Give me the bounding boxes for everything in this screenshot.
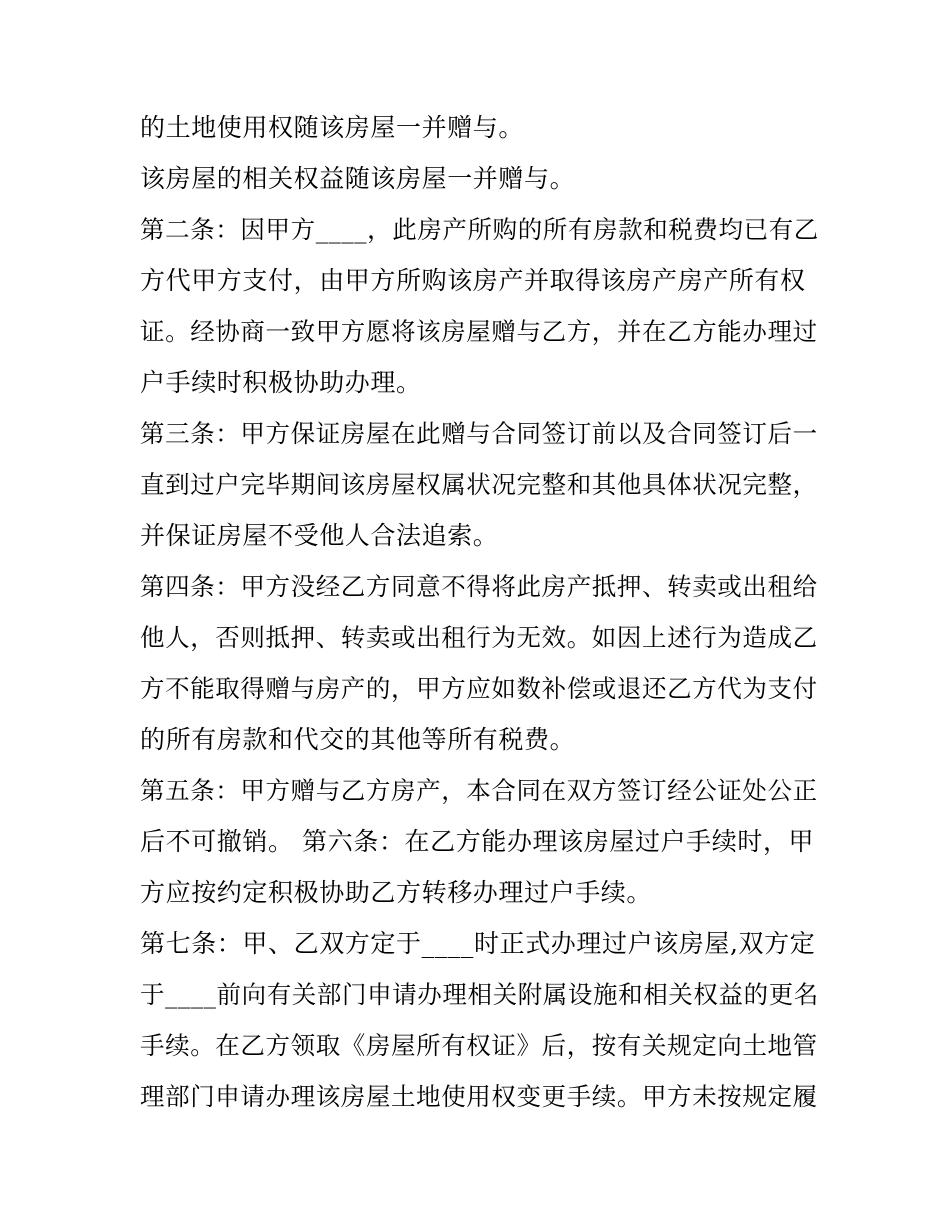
text-line: 方应按约定积极协助乙方转移办理过户手续。	[140, 878, 653, 907]
text-line: 他人，否则抵押、转卖或出租行为无效。如因上述行为造成乙	[140, 623, 818, 652]
text-line: 第三条：甲方保证房屋在此赠与合同签订前以及合同签订后一	[140, 419, 818, 448]
text-line: 于____前向有关部门申请办理相关附属设施和相关权益的更名	[140, 980, 819, 1009]
text-line: 方代甲方支付，由甲方所购该房产并取得该房产房产所有权	[140, 266, 806, 295]
text-line: 第五条：甲方赠与乙方房产，本合同在双方签订经公证处公正	[140, 776, 818, 805]
text-line: 的所有房款和代交的其他等所有税费。	[140, 725, 576, 754]
text-line: 的土地使用权随该房屋一并赠与。	[140, 113, 525, 142]
text-line: 第二条：因甲方____，此房产所购的所有房款和税费均已有乙	[140, 215, 819, 244]
text-line: 该房屋的相关权益随该房屋一并赠与。	[140, 164, 576, 193]
text-line: 第七条：甲、乙双方定于____时正式办理过户该房屋,双方定	[140, 929, 816, 958]
text-line: 方不能取得赠与房产的，甲方应如数补偿或退还乙方代为支付	[140, 674, 818, 703]
text-line: 手续。在乙方领取《房屋所有权证》后，按有关规定向土地管	[140, 1031, 818, 1060]
text-line: 第四条：甲方没经乙方同意不得将此房产抵押、转卖或出租给	[140, 572, 818, 601]
text-line: 户手续时积极协助办理。	[140, 368, 422, 397]
text-line: 理部门申请办理该房屋土地使用权变更手续。甲方未按规定履	[140, 1082, 818, 1111]
text-line: 直到过户完毕期间该房屋权属状况完整和其他具体状况完整，	[140, 470, 818, 499]
text-line: 并保证房屋不受他人合法追索。	[140, 521, 499, 550]
text-line: 证。经协商一致甲方愿将该房屋赠与乙方，并在乙方能办理过	[140, 317, 818, 346]
text-line: 后不可撤销。 第六条：在乙方能办理该房屋过户手续时，甲	[140, 827, 815, 856]
